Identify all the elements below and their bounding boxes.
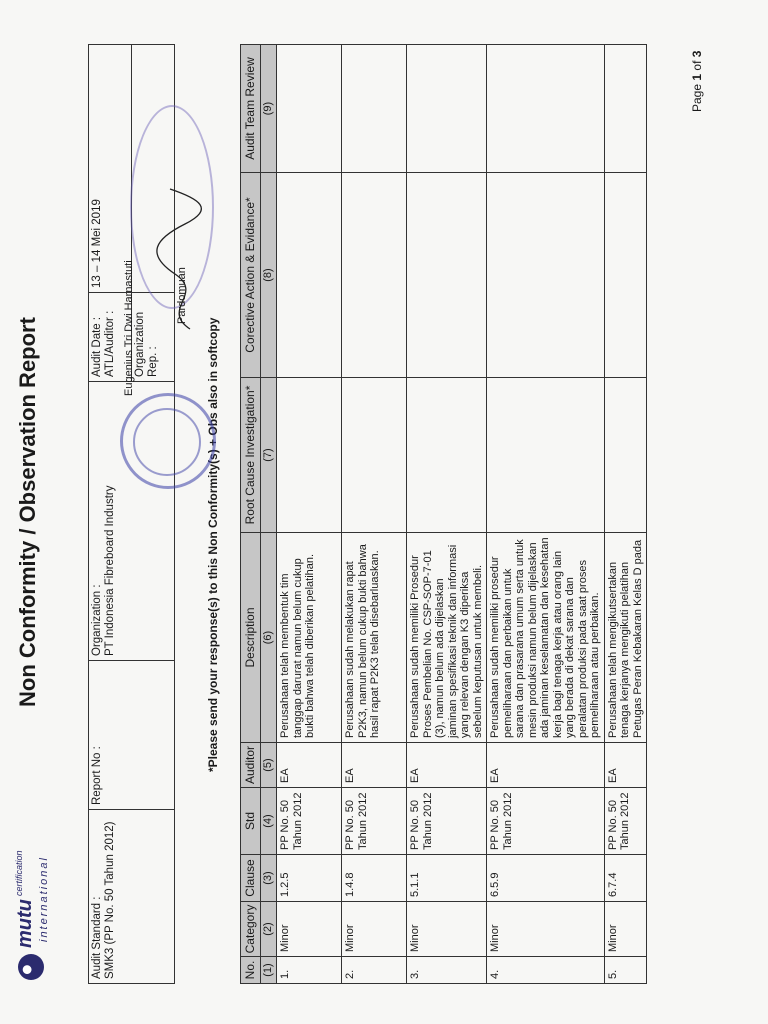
- row-audit-review: [604, 45, 647, 173]
- row-clause: 1.2.5: [277, 855, 342, 902]
- organization-rep-name: Pardomuan: [176, 267, 188, 324]
- table-row: [407, 45, 487, 984]
- row-description: Perusahaan sudah memiliki Prosedur Proses Pembelian No. CSP-SOP-7-01 (3), namun belum ada dijelaskan jaminan spesifikasi teknik dan informasi yang relevan dengan K3 diperiksa sebelum keputusan untuk membeli.: [407, 533, 487, 743]
- row-audit-review: [342, 45, 407, 173]
- col-number-1: (1): [261, 957, 277, 984]
- table-row: [604, 45, 647, 984]
- page-total: 3: [690, 50, 704, 58]
- response-note: *Please send your response(s) to this Non Conformity(s) + Obs also in softcopy: [206, 317, 220, 772]
- row-audit-review: [407, 45, 487, 173]
- row-description: Perusahaan sudah melakukan rapat P2K3, namun belum cukup bukti bahwa hasil rapat P2K3 telah disebarluaskan.: [342, 533, 407, 743]
- row-std: PP No. 50 Tahun 2012: [342, 788, 407, 855]
- audit-standard-cell: [89, 810, 175, 984]
- auditor-name-handwritten: Eugenius Tri Dwi Harnastuti: [123, 260, 135, 396]
- col-corrective-action: Corective Action & Evidance*: [241, 173, 261, 378]
- row-auditor: EA: [277, 743, 342, 788]
- audit-date-label: Audit Date :: [91, 316, 103, 377]
- audit-standard-label: Audit Standard :: [91, 896, 103, 979]
- col-no: No.: [241, 957, 261, 984]
- row-category: Minor: [277, 902, 342, 957]
- column-number-row: [261, 45, 277, 984]
- row-std: PP No. 50 Tahun 2012: [277, 788, 342, 855]
- row-no: 5.: [604, 957, 647, 984]
- row-clause: 5.1.1: [407, 855, 487, 902]
- row-root-cause: [277, 378, 342, 533]
- page-title: Non Conformity / Observation Report: [15, 317, 40, 707]
- row-clause: 6.5.9: [487, 855, 605, 902]
- page-of: of: [690, 60, 704, 71]
- row-auditor: EA: [342, 743, 407, 788]
- row-corrective-action: [407, 173, 487, 378]
- atl-label: ATL/Auditor :: [104, 310, 116, 377]
- logo-sub: international: [38, 856, 50, 942]
- row-corrective-action: [604, 173, 647, 378]
- mutu-stamp-inner-icon: [133, 408, 201, 476]
- row-description: Perusahaan telah mengikutsertakan tenaga kerjanya mengikuti pelatihan Petugas Peran Kebakaran Kelas D pada: [604, 533, 647, 743]
- row-no: 1.: [277, 957, 342, 984]
- findings-table: [240, 44, 647, 984]
- col-description: Description: [241, 533, 261, 743]
- col-number-4: (4): [261, 788, 277, 855]
- logo-brand: mutu: [14, 899, 36, 948]
- row-corrective-action: [342, 173, 407, 378]
- table-row: [487, 45, 605, 984]
- column-header-row: [241, 45, 261, 984]
- row-std: PP No. 50 Tahun 2012: [604, 788, 647, 855]
- row-root-cause: [604, 378, 647, 533]
- row-audit-review: [487, 45, 605, 173]
- col-number-8: (8): [261, 173, 277, 378]
- row-audit-review: [277, 45, 342, 173]
- row-no: 3.: [407, 957, 487, 984]
- organization-label: Organization :: [91, 584, 103, 656]
- row-no: 2.: [342, 957, 407, 984]
- row-root-cause: [487, 378, 605, 533]
- col-clause: Clause: [241, 855, 261, 902]
- col-number-3: (3): [261, 855, 277, 902]
- row-description: Perusahaan telah membentuk tim tanggap darurat namun belum cukup bukti bahwa telah diberikan pelatihan.: [277, 533, 342, 743]
- page-prefix: Page: [690, 83, 704, 112]
- row-corrective-action: [487, 173, 605, 378]
- row-auditor: EA: [487, 743, 605, 788]
- table-row: [277, 45, 342, 984]
- col-auditor: Auditor: [241, 743, 261, 788]
- row-category: Minor: [487, 902, 605, 957]
- col-root-cause: Root Cause Investigation*: [241, 378, 261, 533]
- audit-date-value-cell: [89, 45, 132, 293]
- col-audit-team-review: Audit Team Review: [241, 45, 261, 173]
- col-number-7: (7): [261, 378, 277, 533]
- row-root-cause: [342, 378, 407, 533]
- row-category: Minor: [407, 902, 487, 957]
- row-std: PP No. 50 Tahun 2012: [407, 788, 487, 855]
- row-clause: 6.7.4: [604, 855, 647, 902]
- report-no-cell: [89, 661, 175, 810]
- col-category: Category: [241, 902, 261, 957]
- col-number-9: (9): [261, 45, 277, 173]
- col-number-2: (2): [261, 902, 277, 957]
- col-number-5: (5): [261, 743, 277, 788]
- row-category: Minor: [604, 902, 647, 957]
- row-corrective-action: [277, 173, 342, 378]
- report-no-label: Report No :: [91, 746, 103, 805]
- organization-value: PT Indonesia Fibreboard Industry: [104, 485, 116, 656]
- audit-standard-value: SMK3 (PP No. 50 Tahun 2012): [104, 821, 116, 979]
- row-category: Minor: [342, 902, 407, 957]
- audit-date-value: 13 – 14 Mei 2019: [91, 199, 103, 288]
- row-auditor: EA: [407, 743, 487, 788]
- org-rep-label: Organization Rep. :: [134, 311, 159, 377]
- row-clause: 1.4.8: [342, 855, 407, 902]
- row-root-cause: [407, 378, 487, 533]
- col-number-6: (6): [261, 533, 277, 743]
- row-std: PP No. 50 Tahun 2012: [487, 788, 605, 855]
- page-current: 1: [690, 73, 704, 81]
- col-std: Std: [241, 788, 261, 855]
- row-auditor: EA: [604, 743, 647, 788]
- logo-tagline: certification: [14, 850, 24, 896]
- row-no: 4.: [487, 957, 605, 984]
- page-number: [690, 51, 704, 112]
- row-description: Perusahaan sudah memiliki prosedur pemeliharaan dan perbaikan untuk sarana dan prasarana umum serta untuk mesin produksi namun belum dijelaskan ada jaminan keselamatan dan kesehatan kerja bagi tenaga kerja atau orang lain yang berada di dekat sarana dan peralatan produksi pada saat proses pemeliharaan atau perbaikan.: [487, 533, 605, 743]
- table-row: [342, 45, 407, 984]
